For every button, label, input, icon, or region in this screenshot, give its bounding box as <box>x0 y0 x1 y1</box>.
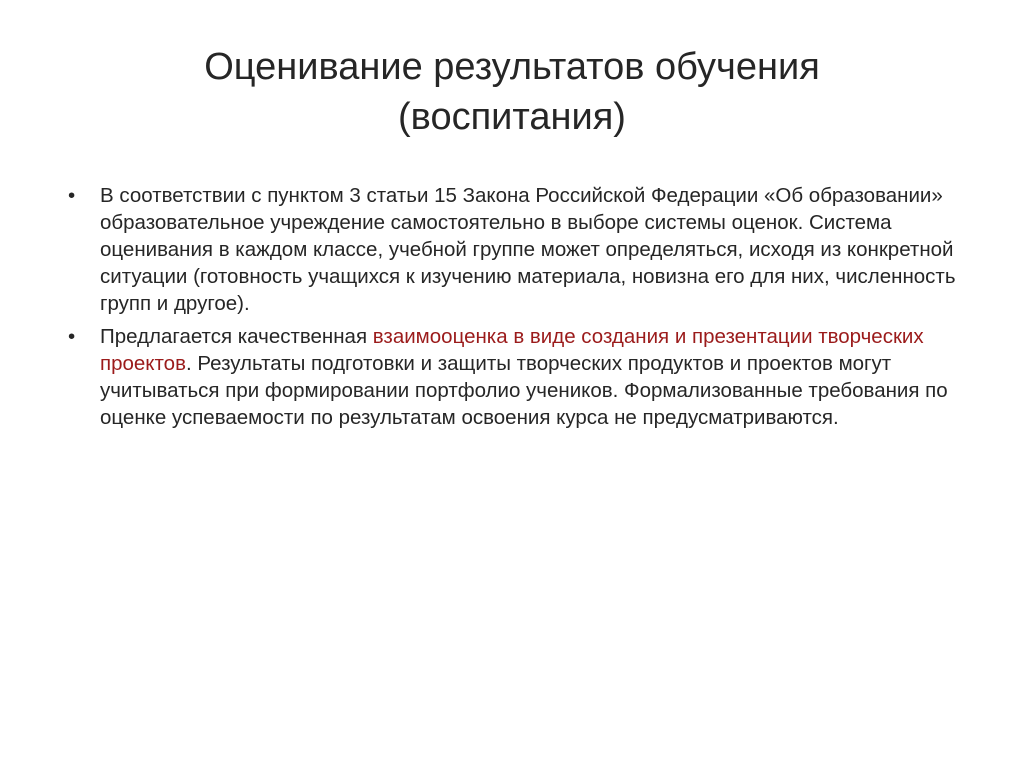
bullet-item-2 <box>68 323 968 431</box>
bullet-text-2-start: Предлагается качественная <box>100 325 373 348</box>
bullet-item-1 <box>68 182 968 317</box>
slide-title-line-2: (воспитания) <box>398 96 626 138</box>
bullet-marker-2: • <box>68 325 76 348</box>
bullet-marker: • <box>68 184 76 207</box>
bullet-text-1: В соответствии с пунктом 3 статьи 15 Закона Российской Федерации «Об образовании» образовательное учреждение самостоятельно в выборе системы оценок. Система оценивания в каждом классе, учебной группе может определяться, исходя из конкретной ситуации (готовность учащихся к изучению материала, новизна его для них, численность групп и другое). <box>100 184 956 315</box>
slide-title-line-1: Оценивание результатов обучения <box>204 46 820 88</box>
slide-title <box>80 42 944 142</box>
bullet-text-2-highlight: взаимооценка в виде создания и презентации творческих проектов <box>100 325 924 375</box>
bullet-list <box>68 182 968 437</box>
bullet-text-2-end: . Результаты подготовки и защиты творческих продуктов и проектов могут учитываться при формировании портфолио учеников. Формализованные требования по оценке успеваемости по результатам освоения курса не предусматриваются. <box>100 352 948 429</box>
